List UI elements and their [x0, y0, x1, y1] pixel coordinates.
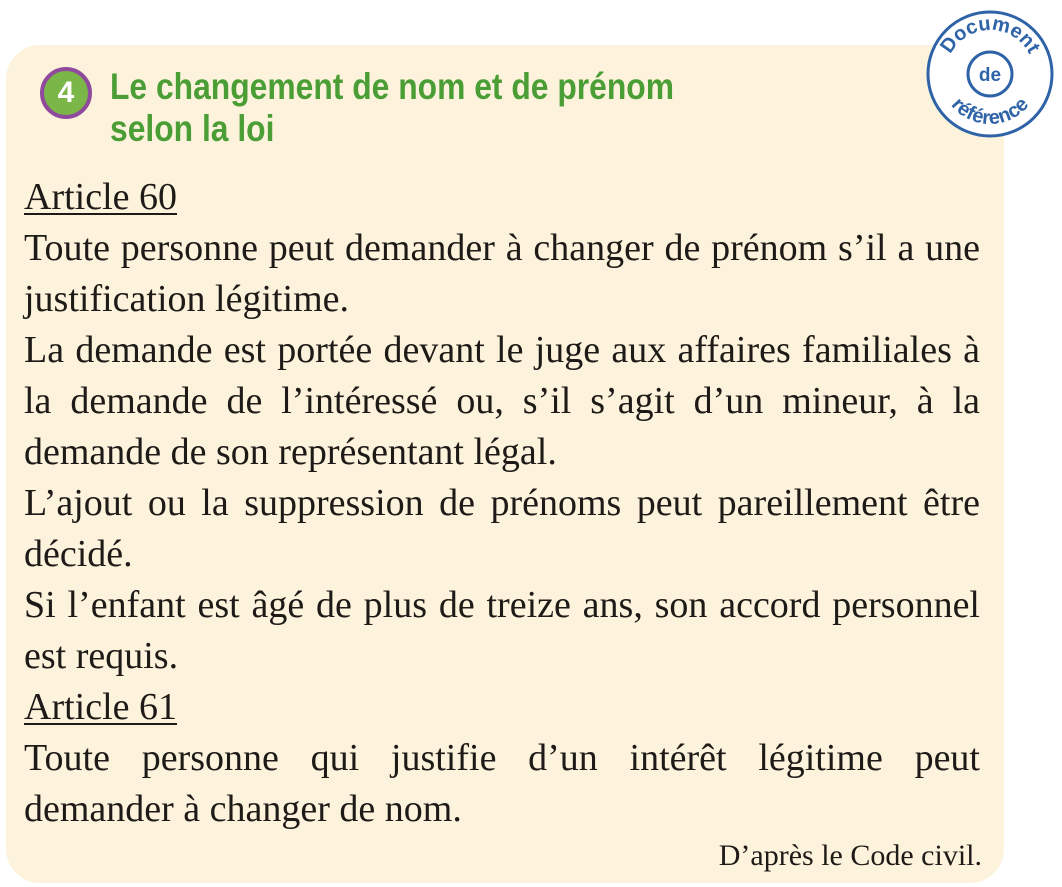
document-number-badge: 4 — [40, 67, 92, 119]
document-title: Le changement de nom et de prénom selon la loi — [110, 66, 675, 149]
stamp-bottom-text: référence — [946, 93, 1034, 130]
article-61-paragraph-1: Toute personne qui justifie d’un intérêt légitime peut demander à changer de nom. — [24, 737, 980, 830]
document-body — [24, 172, 980, 835]
article-61-heading: Article 61 — [24, 686, 178, 728]
article-60-paragraph-2: La demande est portée devant le juge aux affaires familiales à la demande de l’intéressé ou, s’il s’agit d’un mineur, à la demande de son représentant légal. — [24, 329, 980, 473]
article-60-paragraph-1: Toute personne peut demander à changer de prénom s’il a une justification légitime. — [24, 227, 980, 320]
source-citation: D’après le Code civil. — [718, 839, 982, 872]
stamp-center-text: de — [978, 65, 1002, 86]
stamp-top-text: Document — [936, 12, 1045, 58]
article-60-paragraph-3: L’ajout ou la suppression de prénoms peut pareillement être décidé. — [24, 482, 980, 575]
reference-document-stamp — [924, 8, 1056, 140]
article-60-paragraph-4: Si l’enfant est âgé de plus de treize ans, son accord personnel est requis. — [24, 584, 980, 677]
article-60-heading: Article 60 — [24, 176, 178, 218]
